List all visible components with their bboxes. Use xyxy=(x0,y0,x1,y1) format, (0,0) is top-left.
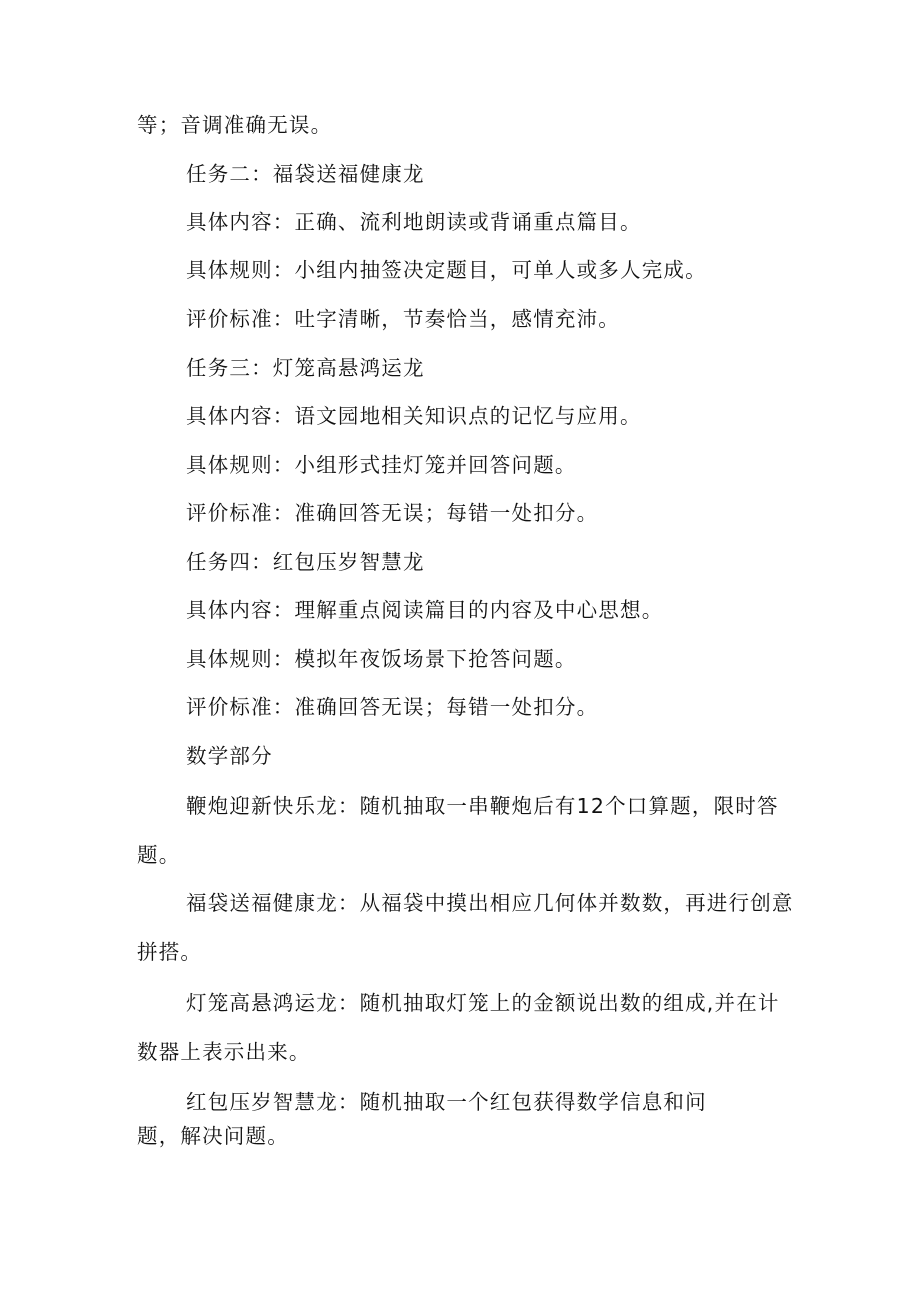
math-item-3-line-1: 灯笼高悬鸿运龙：随机抽取灯笼上的金额说出数的组成,并在计 xyxy=(186,991,780,1015)
task-two-rules: 具体规则：小组内抽签决定题目，可单人或多人完成。 xyxy=(186,258,707,282)
math-item-2-line-2: 拼搭。 xyxy=(137,940,203,964)
task-three-content: 具体内容：语文园地相关知识点的记忆与应用。 xyxy=(186,404,642,428)
task-four-rules: 具体规则：模拟年夜饭场景下抢答问题。 xyxy=(186,647,577,671)
task-three-rules: 具体规则：小组形式挂灯笼并回答问题。 xyxy=(186,453,577,477)
task-four-heading: 任务四：红包压岁智慧龙 xyxy=(186,550,425,574)
math-item-1-line-1: 鞭炮迎新快乐龙：随机抽取一串鞭炮后有12个口算题，限时答 xyxy=(186,794,779,818)
math-item-4-line-2: 题，解决问题。 xyxy=(137,1124,289,1148)
task-three-heading: 任务三：灯笼高悬鸿运龙 xyxy=(186,356,425,380)
math-section-heading: 数学部分 xyxy=(186,744,273,768)
task-four-content: 具体内容：理解重点阅读篇目的内容及中心思想。 xyxy=(186,598,664,622)
math-item-2-line-1: 福袋送福健康龙：从福袋中摸出相应几何体并数数，再进行创意 xyxy=(186,891,794,915)
text-line-1: 等；音调准确无误。 xyxy=(137,113,333,137)
math-item-3-line-2: 数器上表示出来。 xyxy=(137,1040,311,1064)
math-item-4-line-1: 红包压岁智慧龙：随机抽取一个红包获得数学信息和问 xyxy=(186,1090,707,1114)
task-four-criteria: 评价标准：准确回答无误；每错一处扣分。 xyxy=(186,695,599,719)
math-item-1-line-2: 题。 xyxy=(137,843,181,867)
task-two-content: 具体内容：正确、流利地朗读或背诵重点篇目。 xyxy=(186,210,642,234)
task-three-criteria: 评价标准：准确回答无误；每错一处扣分。 xyxy=(186,501,599,525)
task-two-heading: 任务二：福袋送福健康龙 xyxy=(186,162,425,186)
task-two-criteria: 评价标准：吐字清晰，节奏恰当，感情充沛。 xyxy=(186,307,620,331)
